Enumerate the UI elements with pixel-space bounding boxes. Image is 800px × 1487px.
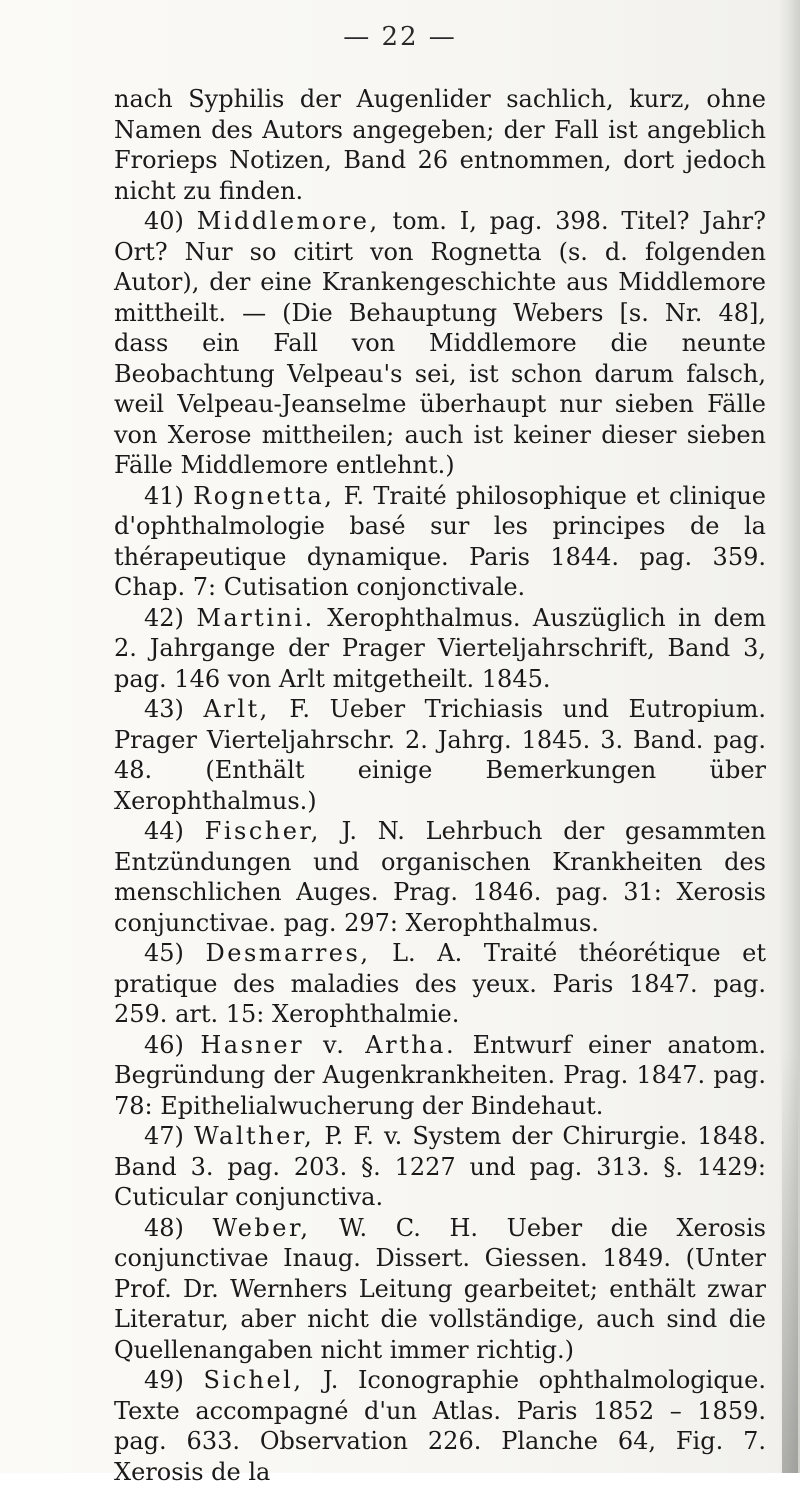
entry-40 <box>114 206 766 481</box>
page-number-header: — 22 — <box>343 22 457 52</box>
entry-author: Weber, <box>212 1213 311 1242</box>
entry-45 <box>114 938 766 1030</box>
entry-author: Sichel, <box>203 1366 304 1394</box>
entry-number: 42) <box>144 603 184 632</box>
entry-text: J. N. Lehrbuch der gesammten Entzündungen und organischen Krankheiten des menschlichen Auges. Prag. 1846. pag. 31: Xerosis conjunctivae. pag. 297: Xerophthalmus. <box>114 817 766 937</box>
entry-48 <box>114 1213 766 1366</box>
entry-author: Middlemore, <box>196 207 380 235</box>
entry-text: P. F. v. System der Chirurgie. 1848. Band 3. pag. 203. §. 1227 und pag. 313. §. 1429: Cuticular conjunctiva. <box>114 1122 766 1211</box>
entry-43 <box>114 694 766 816</box>
entry-44 <box>114 816 766 938</box>
entry-number: 41) <box>144 481 184 510</box>
entry-text: F. Ueber Trichiasis und Eutropium. Prager Vierteljahrschr. 2. Jahrg. 1845. 3. Band. pag. 48. (Enthält einige Bemerkungen über Xerophthalmus.) <box>114 695 766 815</box>
body-text <box>114 84 766 1487</box>
entry-author: Desmarres, <box>205 939 371 967</box>
entry-text: L. A. Traité théorétique et pratique des maladies des yeux. Paris 1847. pag. 259. art. 15: Xerophthalmie. <box>114 939 766 1028</box>
entry-47 <box>114 1121 766 1213</box>
entry-49 <box>114 1365 766 1487</box>
page-edge-shadow <box>782 1050 798 1473</box>
entry-text: J. Iconographie ophthalmologique. Texte accompagné d'un Atlas. Paris 1852 – 1859. pag. 633. Observation 226. Planche 64, Fig. 7. Xerosis de la <box>114 1366 766 1486</box>
entry-author: Walther, <box>193 1122 315 1150</box>
entry-number: 49) <box>144 1366 184 1394</box>
entry-continuation <box>114 84 766 206</box>
entry-author: Rognetta, <box>193 481 335 510</box>
entry-41 <box>114 481 766 603</box>
entry-text: Entwurf einer anatom. Begründung der Augenkrankheiten. Prag. 1847. pag. 78: Epithelialwucherung der Bindehaut. <box>114 1030 766 1120</box>
entry-text: Xerophthalmus. Auszüglich in dem 2. Jahrgange der Prager Vierteljahrschrift, Band 3, pag. 146 von Arlt mitgetheilt. 1845. <box>114 603 766 693</box>
entry-text: nach Syphilis der Augenlider sachlich, kurz, ohne Namen des Autors angegeben; der Fall ist angeblich Frorieps Notizen, Band 26 entnommen, dort jedoch nicht zu finden. <box>114 85 766 205</box>
entry-number: 46) <box>144 1030 184 1059</box>
entry-text: W. C. H. Ueber die Xerosis conjunctivae Inaug. Dissert. Giessen. 1849. (Unter Prof. Dr. Wernhers Leitung gearbeitet; enthält zwar Literatur, aber nicht die vollständige, auch sind die Quellenangaben nicht immer richtig.) <box>114 1213 766 1364</box>
entry-text: tom. I, pag. 398. Titel? Jahr? Ort? Nur so citirt von Rognetta (s. d. folgenden Autor), der eine Krankengeschichte aus Middlemore mittheilt. — (Die Behauptung Webers [s. Nr. 48], dass ein Fall von Middlemore die neunte Beobachtung Velpeau's sei, ist schon darum falsch, weil Velpeau-Jeanselme überhaupt nur sieben Fälle von Xerose mittheilen; auch ist keiner dieser sieben Fälle Middlemore entlehnt.) <box>114 207 767 479</box>
entry-42 <box>114 603 766 695</box>
entry-author: Fischer, <box>204 817 321 845</box>
entry-number: 40) <box>144 207 184 235</box>
entry-number: 47) <box>144 1122 184 1150</box>
entry-46 <box>114 1030 766 1122</box>
entry-author: Arlt, <box>203 695 270 723</box>
entry-text: F. Traité philosophique et clinique d'ophthalmologie basé sur les principes de la thérapeutique dynamique. Paris 1844. pag. 359. Chap. 7: Cutisation conjonctivale. <box>114 481 767 601</box>
entry-number: 45) <box>144 939 184 967</box>
entry-number: 48) <box>144 1213 184 1242</box>
entry-number: 43) <box>144 695 184 723</box>
entry-number: 44) <box>144 817 184 845</box>
entry-author: Hasner v. Artha. <box>200 1030 457 1059</box>
entry-author: Martini. <box>196 603 315 632</box>
